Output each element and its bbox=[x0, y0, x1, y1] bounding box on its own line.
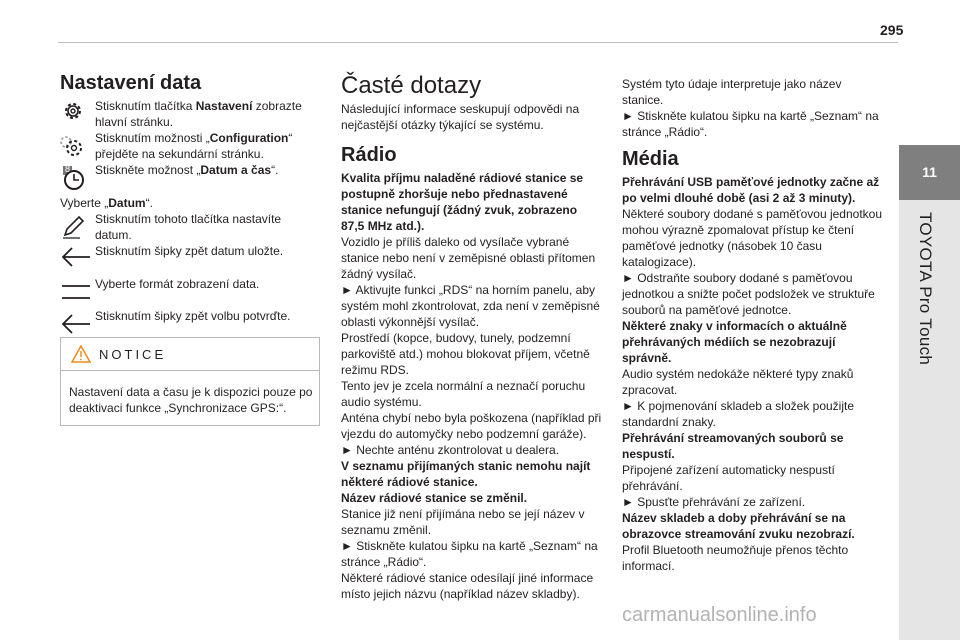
radio-answer-3b: ► Stiskněte kulatou šipku na kartě „Seznam“ na stránce „Rádio“. bbox=[341, 539, 598, 569]
radio-answer-3c: Některé rádiové stanice odesílají jiné informace místo jejich názvu (například název skladby). bbox=[341, 571, 594, 601]
media-answer-1b: ► Odstraňte soubory dodané s paměťovou jednotkou a snižte počet podsložek ve struktuře souborů na paměťové jednotce. bbox=[622, 271, 875, 317]
watermark: carmanualsonline.info bbox=[622, 604, 817, 626]
media-answer-3: Připojené zařízení automaticky nespustí přehrávání. bbox=[622, 463, 835, 493]
warning-triangle-icon bbox=[71, 345, 91, 363]
section-title-radio: Rádio bbox=[341, 144, 397, 166]
step-edit-date: Stisknutím tohoto tlačítka nastavíte datum. bbox=[95, 212, 282, 242]
radio-question-1: Kvalita příjmu naladěné rádiové stanice se postupně zhoršuje nebo přednastavené stanice nefungují (žádný zvuk, zobrazeno 87,5 MHz atd.). bbox=[341, 171, 584, 233]
header-divider bbox=[58, 42, 898, 43]
step-date-format: Vyberte formát zobrazení data. bbox=[95, 277, 260, 291]
section-title-date-settings: Nastavení data bbox=[60, 72, 202, 94]
radio-answer-1b: ► Aktivujte funkci „RDS“ na horním panelu, aby systém mohl zkontrolovat, zda není v zeměpisné oblasti výkonnější vysílač. bbox=[341, 283, 600, 329]
radio-answer-3d: Systém tyto údaje interpretuje jako název stanice. bbox=[622, 77, 842, 107]
media-answer-2b: ► K pojmenování skladeb a složek použijte standardní znaky. bbox=[622, 399, 855, 429]
page-number: 295 bbox=[880, 22, 904, 38]
pencil-icon bbox=[60, 214, 86, 240]
media-answer-2: Audio systém nedokáže některé typy znaků zpracovat. bbox=[622, 367, 854, 397]
media-answer-3b: ► Spusťte přehrávání ze zařízení. bbox=[622, 495, 806, 509]
section-title-media: Média bbox=[622, 148, 679, 170]
radio-answer-3e: ► Stiskněte kulatou šipku na kartě „Seznam“ na stránce „Rádio“. bbox=[622, 109, 879, 139]
radio-question-2: V seznamu přijímaných stanic nemohu najít některé rádiové stanice. bbox=[341, 459, 591, 489]
notice-header bbox=[61, 338, 319, 371]
radio-faq-continued bbox=[622, 76, 884, 140]
radio-faq-text bbox=[341, 170, 603, 602]
notice-box bbox=[60, 337, 320, 426]
configuration-gears-icon bbox=[58, 133, 86, 159]
step-date-time: Stiskněte možnost „Datum a čas“. bbox=[95, 163, 279, 177]
radio-answer-1e: Anténa chybí nebo byla poškozena (například při vjezdu do automyčky nebo podzemní garáže). bbox=[341, 411, 602, 441]
radio-question-3: Název rádiové stanice se změnil. bbox=[341, 491, 528, 505]
step-badge: 8 bbox=[64, 164, 70, 174]
gear-icon bbox=[62, 100, 84, 122]
faq-intro: Následující informace seskupují odpovědi na nejčastější otázky týkající se systému. bbox=[341, 102, 580, 132]
format-bars-icon bbox=[60, 283, 92, 301]
radio-answer-1: Vozidlo je příliš daleko od vysílače vybrané stanice nebo není v zeměpisné oblasti přítomen žádný vysílač. bbox=[341, 235, 596, 281]
media-answer-1: Některé soubory dodané s paměťovou jednotkou mohou výrazně zpomalovat přístup ke čtení paměťové jednotky (násobek 10 času katalogizace). bbox=[622, 207, 883, 269]
radio-answer-1d: Tento jev je zcela normální a neznačí poruchu audio systému. bbox=[341, 379, 586, 409]
back-arrow-icon bbox=[60, 246, 92, 268]
step-confirm: Stisknutím šipky zpět volbu potvrďte. bbox=[95, 309, 291, 323]
notice-text: Nastavení data a času je k dispozici pouze po deaktivaci funkce „Synchronizace GPS:“. bbox=[69, 385, 313, 415]
chapter-number-tab: 11 bbox=[899, 145, 960, 200]
media-question-3: Přehrávání streamovaných souborů se nespustí. bbox=[622, 431, 844, 461]
notice-title: NOTICE bbox=[99, 347, 167, 362]
step-save-date: Stisknutím šipky zpět datum uložte. bbox=[95, 244, 284, 258]
radio-answer-3: Stanice již není přijímána nebo se její název v seznamu změnil. bbox=[341, 507, 585, 537]
radio-answer-1f: ► Nechte anténu zkontrolovat u dealera. bbox=[341, 443, 560, 457]
chapter-title: TOYOTA Pro Touch bbox=[916, 212, 935, 366]
media-answer-4: Profil Bluetooth neumožňuje přenos těchto informací. bbox=[622, 543, 849, 573]
select-date: Vyberte „Datum“. bbox=[60, 196, 153, 210]
step-settings: Stisknutím tlačítka Nastavení zobrazte hlavní stránku. bbox=[95, 99, 302, 129]
media-faq-text bbox=[622, 174, 888, 574]
back-arrow-icon bbox=[60, 313, 92, 335]
step-configuration: Stisknutím možnosti „Configuration“ přejděte na sekundární stránku. bbox=[95, 131, 293, 161]
media-question-1: Přehrávání USB paměťové jednotky začne až po velmi dlouhé době (asi 2 až 3 minuty). bbox=[622, 175, 880, 205]
section-title-faq: Časté dotazy bbox=[341, 72, 482, 99]
media-question-4: Název skladeb a doby přehrávání se na obrazovce streamování zvuku nezobrazí. bbox=[622, 511, 855, 541]
media-question-2: Některé znaky v informacích o aktuálně přehrávaných médiích se nezobrazují správně. bbox=[622, 319, 847, 365]
radio-answer-1c: Prostředí (kopce, budovy, tunely, podzemní parkoviště atd.) mohou blokovat příjem, včetně režimu RDS. bbox=[341, 331, 590, 377]
